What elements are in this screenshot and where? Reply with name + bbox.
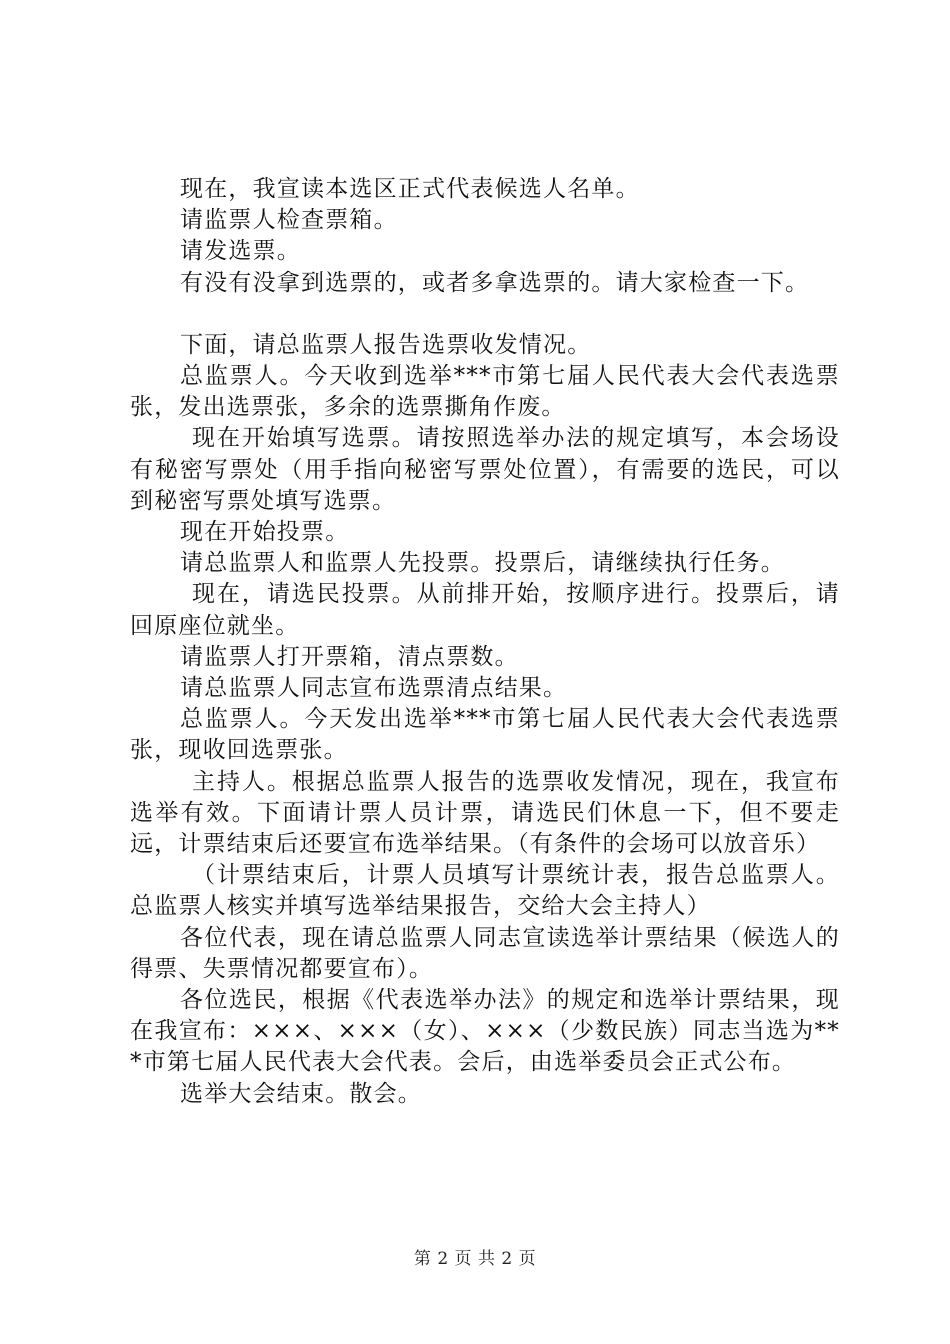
paragraph-open-box: 请监票人打开票箱，清点票数。: [180, 643, 519, 670]
page-footer: [0, 1244, 950, 1269]
paragraph-voters-vote: 现在，请选民投票。从前排开始，按顺序进行。投票后，请回原座位就坐。: [130, 581, 840, 639]
paragraph-report-request: 下面，请总监票人报告选票收发情况。: [180, 331, 592, 358]
paragraph-chief-report-received: 总监票人。今天收到选举***市第七届人民代表大会代表选票张，发出选票张，多余的选票撕角作废。: [130, 363, 840, 421]
paragraph-declare-elected: 各位选民，根据《代表选举办法》的规定和选举计票结果，现在我宣布：×××、×××（女）、×××（少数民族）同志当选为***市第七届人民代表大会代表。会后，由选举委员会正式公布。: [130, 987, 840, 1076]
paragraph-announce-candidates: 现在，我宣读本选区正式代表候选人名单。: [180, 176, 640, 202]
paragraph-read-results: 各位代表，现在请总监票人同志宣读选举计票结果（候选人的得票、失票情况都要宣布）。: [130, 924, 840, 982]
paragraph-chief-report-issued: 总监票人。今天发出选举***市第七届人民代表大会代表选票张，现收回选票张。: [130, 706, 840, 764]
paragraph-announce-count: 请总监票人同志宣布选票清点结果。: [180, 675, 568, 702]
paragraph-check-ballots: 有没有没拿到选票的，或者多拿选票的。请大家检查一下。: [180, 269, 810, 296]
paragraph-start-voting: 现在开始投票。: [180, 519, 350, 546]
paragraph-meeting-end: 选举大会结束。散会。: [180, 1080, 422, 1107]
paragraph-host-declares-valid: 主持人。根据总监票人报告的选票收发情况，现在，我宣布选举有效。下面请计票人员计票，请选民们休息一下，但不要走远，计票结束后还要宣布选举结果。（有条件的会场可以放音乐）: [130, 768, 840, 858]
paragraph-fill-ballots: 现在开始填写选票。请按照选举办法的规定填写，本会场设有秘密写票处（用手指向秘密写票处位置），有需要的选民，可以到秘密写票处填写选票。: [130, 425, 840, 514]
document-body: [130, 174, 840, 1110]
paragraph-distribute-ballots: 请发选票。: [180, 238, 301, 265]
paragraph-monitors-vote-first: 请总监票人和监票人先投票。投票后，请继续执行任务。: [180, 550, 785, 577]
paragraph-counting-note: （计票结束后，计票人员填写计票统计表，报告总监票人。总监票人核实并填写选举结果报告，交给大会主持人）: [130, 862, 840, 920]
page-number-label: 第 2 页 共 2 页: [413, 1249, 537, 1269]
paragraph-check-ballot-box: 请监票人检查票箱。: [180, 207, 398, 234]
